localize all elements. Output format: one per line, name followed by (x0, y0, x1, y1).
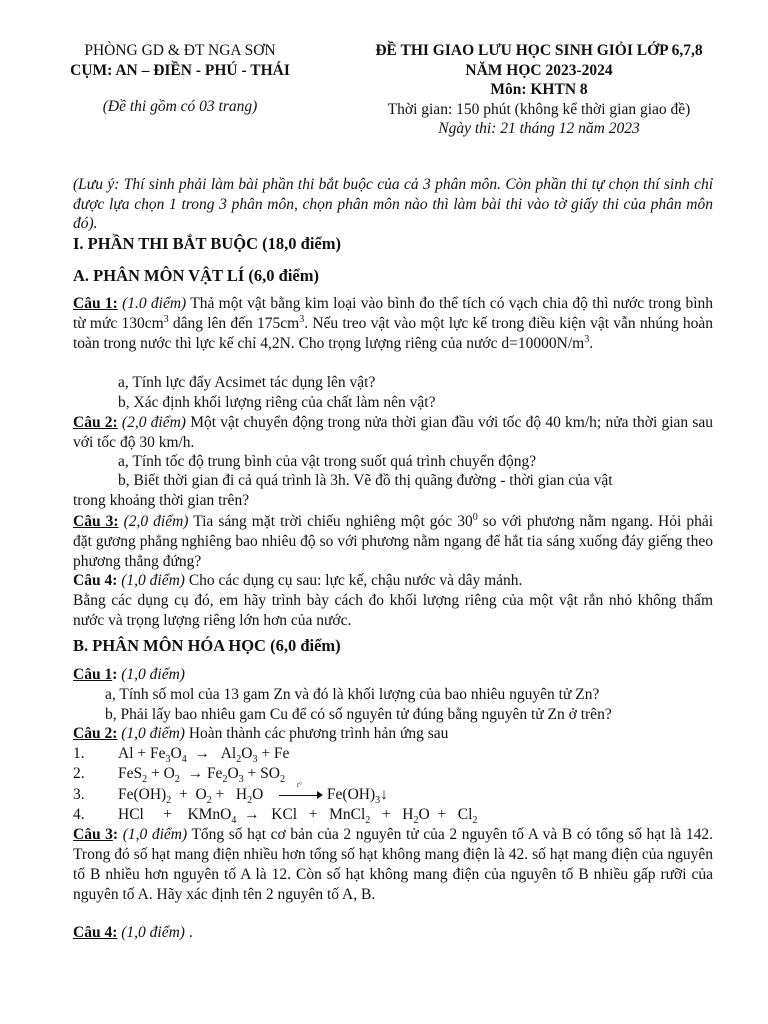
physics-heading: A. PHÂN MÔN VẬT LÍ (6,0 điểm) (73, 266, 319, 285)
question-label: Câu 3: (73, 513, 119, 530)
chemistry-q1 (73, 666, 185, 684)
question-label: Câu 1: (73, 295, 118, 312)
physics-q4-cont: Bằng các dụng cụ đó, em hãy trình bày cách đo khối lượng riêng của một vật rắn nhỏ không thấm nước và trọng lượng riêng lớn hơn của nước. (73, 592, 713, 629)
superscript: 3 (299, 313, 305, 325)
reaction-arrow (279, 781, 323, 800)
equation-4: HCl + KMnO$_4$ → KCl + MnCl$_2$ + $H_2O + Cl_2$ (118, 806, 478, 827)
question-text: Cho các dụng cụ sau: lực kế, chậu nước và dây mảnh. (188, 572, 523, 589)
question-points: (1,0 điểm) (121, 572, 185, 589)
equation-number: 1. (73, 745, 85, 762)
temperature-condition: t° (296, 781, 302, 790)
question-text: Một vật chuyển động trong nửa thời gian đầu với tốc độ 40 km/h; nửa thời gian sau với tốc độ 30 km/h. (73, 414, 714, 451)
equation-2: $FeS_2 + O_2 \to Fe_2O_3 + SO_2$ (118, 765, 285, 786)
exam-duration: Thời gian: 150 phút (không kể thời gian giao đề) (387, 101, 691, 118)
subject: Môn: KHTN 8 (490, 81, 588, 98)
chemistry-q2 (73, 725, 448, 743)
question-points: (2,0 điểm) (123, 513, 189, 530)
physics-q1a: a, Tính lực đẩy Acsimet tác dụng lên vật? (118, 374, 376, 391)
question-points: (1,0 điểm) (121, 924, 185, 941)
department-name: PHÒNG GD & ĐT NGA SƠN (84, 42, 276, 59)
equation-number: 3. (73, 786, 85, 803)
question-label: Câu 4: (73, 924, 118, 941)
superscript: 3 (584, 333, 590, 345)
cluster-name: CỤM: AN – ĐIỀN - PHÚ - THÁI (70, 62, 290, 79)
physics-q3 (73, 512, 713, 572)
question-text: Tổng số hạt cơ bản của 2 nguyên tử của 2 nguyên tố A và B có tổng số hạt là 142. Trong đó số hạt mang điện nhiều hơn tổng số hạt không mang điện là 42. số hạt mang điện của nguyên tố B nhiều hơn nguyên tố A là 12. Còn số hạt không mang điện của nguyên tố B nhiều gấp rưỡi của nguyên tố A. Hãy xác định tên 2 nguyên tố A, B. (73, 826, 713, 903)
colon: : (112, 666, 118, 683)
chemistry-q1a: a, Tính số mol của 13 gam Zn và đó là khối lượng của bao nhiêu nguyên tử Zn? (105, 686, 600, 703)
chemistry-q3 (73, 825, 713, 905)
equation-3: $Fe(OH)_2 + O_2 + H_2O$ t° $Fe(OH)_3↓$ (118, 781, 388, 807)
question-points: (1,0 điểm) (121, 725, 185, 742)
question-points: (2,0 điểm) (121, 414, 186, 431)
chemistry-q4 (73, 924, 193, 942)
school-year: NĂM HỌC 2023-2024 (465, 62, 613, 79)
question-text: . (589, 335, 594, 352)
physics-q1b: b, Xác định khối lượng riêng của chất làm nên vật? (118, 394, 436, 411)
chemistry-heading: B. PHÂN MÔN HÓA HỌC (6,0 điểm) (73, 636, 341, 655)
physics-q4 (73, 571, 713, 591)
question-text: . Nếu treo vật vào một lực kế trong điều kiện vật vẫn nhúng hoàn toàn trong nước thì lực kế chỉ 4,2N. Cho trọng lượng riêng của nước d=10000N/m (73, 315, 713, 352)
question-label: Câu 2: (73, 725, 118, 742)
question-label: Câu 2: (73, 414, 118, 431)
equation-number: 4. (73, 806, 85, 823)
question-points: (1,0 điểm) (122, 826, 188, 843)
instructions-note: (Lưu ý: Thí sinh phải làm bài phần thi bắt buộc của cả 3 phân môn. Còn phần thi tự chọn thí sinh chỉ được lựa chọn 1 trong 3 phân môn, chọn phân môn nào thì làm bài thi vào tờ giấy thi của phân môn đó). (73, 176, 713, 232)
superscript: 3 (163, 313, 169, 325)
physics-q1 (73, 294, 713, 354)
question-label: Câu 3 (73, 826, 113, 843)
physics-q2b-cont: trong khoảng thời gian trên? (73, 492, 250, 509)
physics-q2a: a, Tính tốc độ trung bình của vật trong suốt quá trình chuyển động? (118, 453, 537, 470)
chemistry-q1b: b, Phải lấy bao nhiêu gam Cu để có số nguyên tử đúng bằng nguyên tử Zn ở trên? (105, 706, 612, 723)
question-text: so với phương nằm ngang. Hỏi phải đặt gương phẳng nghiêng bao nhiêu độ so với phương nằm ngang để hắt tia sáng xuống đáy giếng theo phương thẳng đứng? (73, 513, 714, 570)
question-label: Câu 4: (73, 572, 118, 589)
superscript: 0 (472, 511, 478, 523)
page-count-note: (Đề thi gồm có 03 trang) (102, 98, 258, 115)
equation-number: 2. (73, 765, 85, 782)
equation-1: $Al + Fe_3O_4 \to Al_2O_3 + Fe$ (118, 745, 290, 766)
colon: : (112, 826, 119, 843)
physics-q2b: b, Biết thời gian đi cả quá trình là 3h. Vẽ đồ thị quãng đường - thời gian của vật (118, 472, 613, 489)
question-text: Hoàn thành các phương trình hản ứng sau (188, 725, 449, 742)
question-points: (1,0 điểm) (121, 666, 185, 683)
exam-title: ĐỀ THI GIAO LƯU HỌC SINH GIỎI LỚP 6,7,8 (375, 42, 703, 59)
question-text: dâng lên đến 175cm (168, 315, 300, 332)
section-heading: I. PHẦN THI BẮT BUỘC (18,0 điểm) (73, 234, 341, 253)
question-label: Câu 1 (73, 666, 113, 683)
question-text: Tia sáng mặt trời chiếu nghiêng một góc 30 (193, 513, 473, 530)
question-text: . (184, 924, 193, 941)
physics-q2 (73, 413, 713, 453)
question-text: Thả một vật bằng kim loại vào bình đo thể tích có vạch chia độ thì nước trong bình từ mức 130cm (73, 295, 714, 332)
exam-date: Ngày thi: 21 tháng 12 năm 2023 (438, 120, 640, 137)
question-points: (1.0 điểm) (122, 295, 187, 312)
